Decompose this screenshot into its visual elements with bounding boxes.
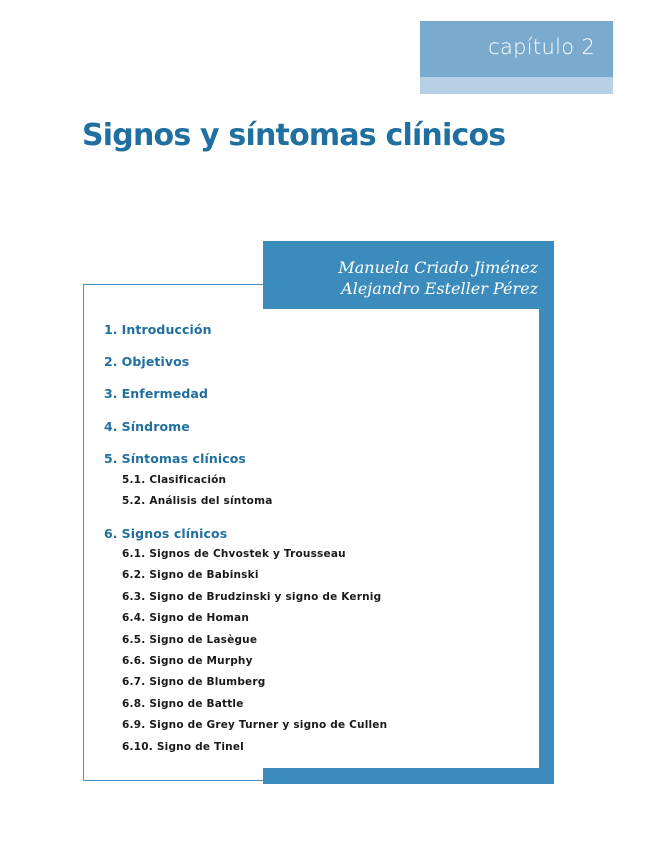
chapter-tab: [420, 21, 613, 77]
toc-subsection-number: 6.2.: [122, 569, 146, 581]
author-name: Alejandro Esteller Pérez: [341, 279, 538, 298]
toc-section-title: Objetivos: [121, 354, 190, 369]
toc-subsection-number: 5.2.: [122, 495, 146, 507]
toc-subsection[interactable]: [122, 548, 346, 560]
toc-section[interactable]: [104, 386, 208, 401]
toc-subsection-number: 6.4.: [122, 612, 146, 624]
toc-subsection-number: 6.3.: [122, 591, 146, 603]
toc-subsection[interactable]: [122, 698, 244, 710]
toc-subsection-number: 6.9.: [122, 719, 146, 731]
toc-subsection-number: 6.7.: [122, 676, 146, 688]
toc-section-number: 1.: [104, 322, 118, 337]
toc-section-title: Síndrome: [121, 419, 190, 434]
toc-subsection-title: Signos de Chvostek y Trousseau: [149, 548, 346, 560]
toc-subsection-number: 6.1.: [122, 548, 146, 560]
toc-subsection[interactable]: [122, 676, 265, 688]
toc-subsection-title: Signo de Homan: [149, 612, 250, 624]
toc-section[interactable]: [104, 354, 189, 369]
toc-subsection-title: Signo de Tinel: [156, 741, 244, 753]
page-title: Signos y síntomas clínicos: [82, 118, 506, 153]
toc-section[interactable]: [104, 419, 190, 434]
toc-section-title: Síntomas clínicos: [121, 451, 246, 466]
toc-subsection[interactable]: [122, 719, 387, 731]
toc-subsection-title: Signo de Blumberg: [149, 676, 266, 688]
toc-subsection-number: 6.6.: [122, 655, 146, 667]
toc-subsection[interactable]: [122, 569, 259, 581]
toc-subsection[interactable]: [122, 741, 244, 753]
bottom-accent-bar: [263, 768, 554, 784]
toc-subsection[interactable]: [122, 634, 257, 646]
toc-subsection-title: Signo de Grey Turner y signo de Cullen: [149, 719, 388, 731]
toc-section-number: 6.: [104, 526, 118, 541]
toc-subsection[interactable]: [122, 612, 249, 624]
toc-subsection-number: 6.10.: [122, 741, 153, 753]
toc-subsection-title: Signo de Brudzinski y signo de Kernig: [149, 591, 382, 603]
authors: [338, 257, 538, 299]
toc-subsection[interactable]: [122, 655, 253, 667]
toc-subsection-number: 6.8.: [122, 698, 146, 710]
toc-subsection-number: 6.5.: [122, 634, 146, 646]
toc-subsection[interactable]: [122, 591, 381, 603]
toc-section-number: 5.: [104, 451, 118, 466]
chapter-tab-strip: [420, 77, 613, 94]
toc-subsection-title: Análisis del síntoma: [149, 495, 273, 507]
authors-band: [263, 241, 554, 309]
toc-subsection-title: Signo de Babinski: [149, 569, 259, 581]
toc-subsection-title: Signo de Murphy: [149, 655, 253, 667]
right-accent-bar: [539, 309, 554, 784]
toc-subsection-title: Signo de Lasègue: [149, 634, 258, 646]
toc-section-title: Signos clínicos: [121, 526, 228, 541]
toc-section-number: 4.: [104, 419, 118, 434]
toc-section-number: 3.: [104, 386, 118, 401]
toc-section[interactable]: [104, 322, 212, 337]
chapter-label: capítulo 2: [488, 35, 595, 59]
toc-subsection[interactable]: [122, 474, 226, 486]
author-name: Manuela Criado Jiménez: [338, 258, 538, 277]
toc-section-number: 2.: [104, 354, 118, 369]
toc-subsection[interactable]: [122, 495, 273, 507]
toc-section-title: Enfermedad: [121, 386, 209, 401]
toc-subsection-title: Signo de Battle: [149, 698, 244, 710]
toc-section[interactable]: [104, 451, 246, 466]
toc-section[interactable]: [104, 526, 227, 541]
toc-subsection-title: Clasificación: [149, 474, 227, 486]
toc-subsection-number: 5.1.: [122, 474, 146, 486]
toc-section-title: Introducción: [121, 322, 212, 337]
